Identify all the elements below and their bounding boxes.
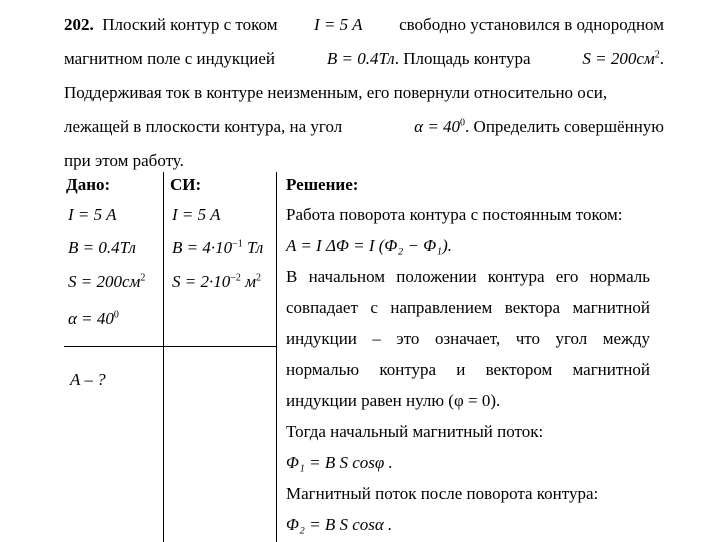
solution-line: индукции равен нулю (φ = 0). <box>286 391 501 410</box>
solution-line: индукции – это означает, что угол между <box>286 329 650 348</box>
work-formula: A = I ΔΦ = I (Φ₂ − Φ₁). <box>286 236 453 255</box>
si-current: I = 5 A <box>172 205 221 224</box>
problem-text: свободно установился в однородном <box>399 15 664 34</box>
si-area-exponent: −2 <box>230 272 241 284</box>
solution-line: Магнитный поток после поворота контура: <box>286 484 599 503</box>
si-header: СИ: <box>170 175 202 194</box>
angle-exponent: 0 <box>460 117 466 129</box>
given-induction: B = 0.4Тл <box>68 238 136 257</box>
si-induction-value: B = 4·10 <box>172 238 233 257</box>
area-exponent: 2 <box>654 49 660 61</box>
induction-value: B = 0.4Тл <box>326 49 395 68</box>
given-angle-value: α = 40 <box>68 309 114 328</box>
final-flux-formula: Φ₂ = B S cosα . <box>286 515 393 534</box>
problem-line-2: магнитном поле с индукцией B = 0.4Тл. Площадь контура $S = 200см^2$. <box>64 42 664 76</box>
problem-text: Плоский контур с током <box>102 15 278 34</box>
given-area-exponent: 2 <box>140 272 146 284</box>
solution-line: совпадает с направлением вектора магнитной <box>286 298 650 317</box>
solution-line: Тогда начальный магнитный поток: <box>286 422 544 441</box>
initial-flux-formula: Φ₁ = B S cosφ . <box>286 453 393 472</box>
problem-text: . Площадь контура <box>394 49 531 68</box>
solution-line: В начальном положении контура его нормаль <box>286 267 650 286</box>
problem-text: магнитном поле с индукцией <box>64 49 275 68</box>
si-area-unit: м <box>240 272 256 291</box>
problem-text: . Определить совершённую <box>465 117 664 136</box>
current-value: I = 5 A <box>314 15 363 34</box>
problem-line-3: Поддерживая ток в контуре неизменным, его повернули относительно оси, <box>64 83 608 102</box>
si-induction <box>172 238 263 258</box>
find-work: A – ? <box>70 370 106 389</box>
problem-line-4 <box>64 110 664 144</box>
solution-body <box>286 199 650 540</box>
si-induction-exponent: −1 <box>232 238 243 250</box>
given-area <box>68 272 145 292</box>
solution-line: Работа поворота контура с постоянным током: <box>286 205 623 224</box>
si-area-unit-exponent: 2 <box>255 272 261 284</box>
solution-header: Решение: <box>286 175 359 194</box>
given-header: Дано: <box>66 175 111 194</box>
solution-line: нормалью контура и вектором магнитной <box>286 360 650 379</box>
column-divider <box>276 172 277 542</box>
angle-value: α = 40 <box>414 117 461 136</box>
problem-line-5: при этом работу. <box>64 151 184 170</box>
given-angle <box>68 309 119 329</box>
si-induction-unit: Тл <box>242 238 264 257</box>
given-area-value: S = 200см <box>68 272 141 291</box>
si-area <box>172 272 261 292</box>
area-value: S = 200см <box>582 49 655 68</box>
column-divider <box>163 172 164 542</box>
problem-number: 202. <box>64 15 94 34</box>
given-current: I = 5 A <box>68 205 117 224</box>
problem-text: лежащей в плоскости контура, на угол <box>64 117 343 136</box>
si-area-value: S = 2·10 <box>172 272 231 291</box>
problem-statement <box>64 8 664 178</box>
given-angle-exponent: 0 <box>113 309 119 321</box>
problem-line-1 <box>64 8 664 42</box>
given-find-divider <box>64 346 276 347</box>
